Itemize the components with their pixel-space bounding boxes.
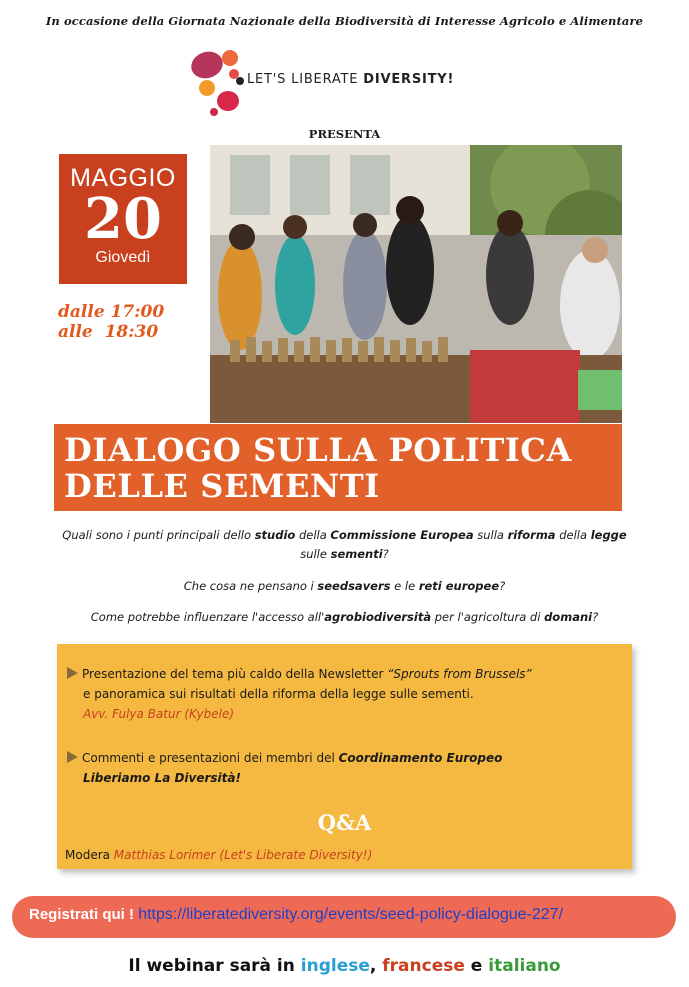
register-label: Registrati qui ! [29,906,135,923]
event-title [54,424,622,511]
logo-dot [236,77,244,85]
qa-heading: Q&A [317,810,372,835]
moderator-line: Modera Matthias Lorimer (Let's Liberate Diversity!) [65,848,373,862]
occasion-line: In occasione della Giornata Nazionale della Biodiversità di Interesse Agricolo e Alimentare [45,14,644,28]
question-1: Quali sono i punti principali dello studio della Commissione Europea sulla riforma della legge sulle sementi? [62,528,627,561]
triangle-bullet-icon [67,751,78,763]
language-french: francese [382,956,465,976]
time-from: dalle 17:00 [58,302,165,322]
date-day: 20 [84,186,162,252]
event-photo [210,145,622,423]
program-box [57,644,632,869]
date-weekday: Giovedì [95,249,151,266]
triangle-bullet-icon [67,667,78,679]
title-line-1: DIALOGO SULLA POLITICA [64,431,572,469]
lets-liberate-diversity-logo [190,44,455,120]
question-3: Come potrebbe influenzare l'accesso all'agrobiodiversità per l'agricoltura di domani? [90,610,599,624]
speaker-name: Avv. Fulya Batur (Kybele) [83,707,235,721]
event-time [58,302,164,342]
title-line-2: DELLE SEMENTI [64,467,380,505]
time-to: alle 18:30 [58,322,159,342]
date-box [59,154,187,284]
program-item-2: Commenti e presentazioni dei membri del Coordinamento Europeo Liberiamo La Diversità! [67,748,612,788]
date-month: MAGGIO [70,164,176,192]
language-italian: italiano [488,956,561,976]
presents-label: PRESENTA [308,127,381,141]
program-item-1: Presentazione del tema più caldo della Newsletter “Sprouts from Brussels” e panoramica sui risultati della riforma della legge sulle sementi. Avv. Fulya Batur (Kybele) [67,664,612,724]
register-banner [12,896,676,938]
register-link[interactable]: https://liberatediversity.org/events/seed-policy-dialogue-227/ [138,906,564,923]
question-2: Che cosa ne pensano i seedsavers e le reti europee? [183,579,506,593]
language-english: inglese [300,956,370,976]
webinar-languages: Il webinar sarà in inglese, francese e italiano [128,956,561,976]
logo-text: LET'S LIBERATE DIVERSITY! [247,72,455,87]
